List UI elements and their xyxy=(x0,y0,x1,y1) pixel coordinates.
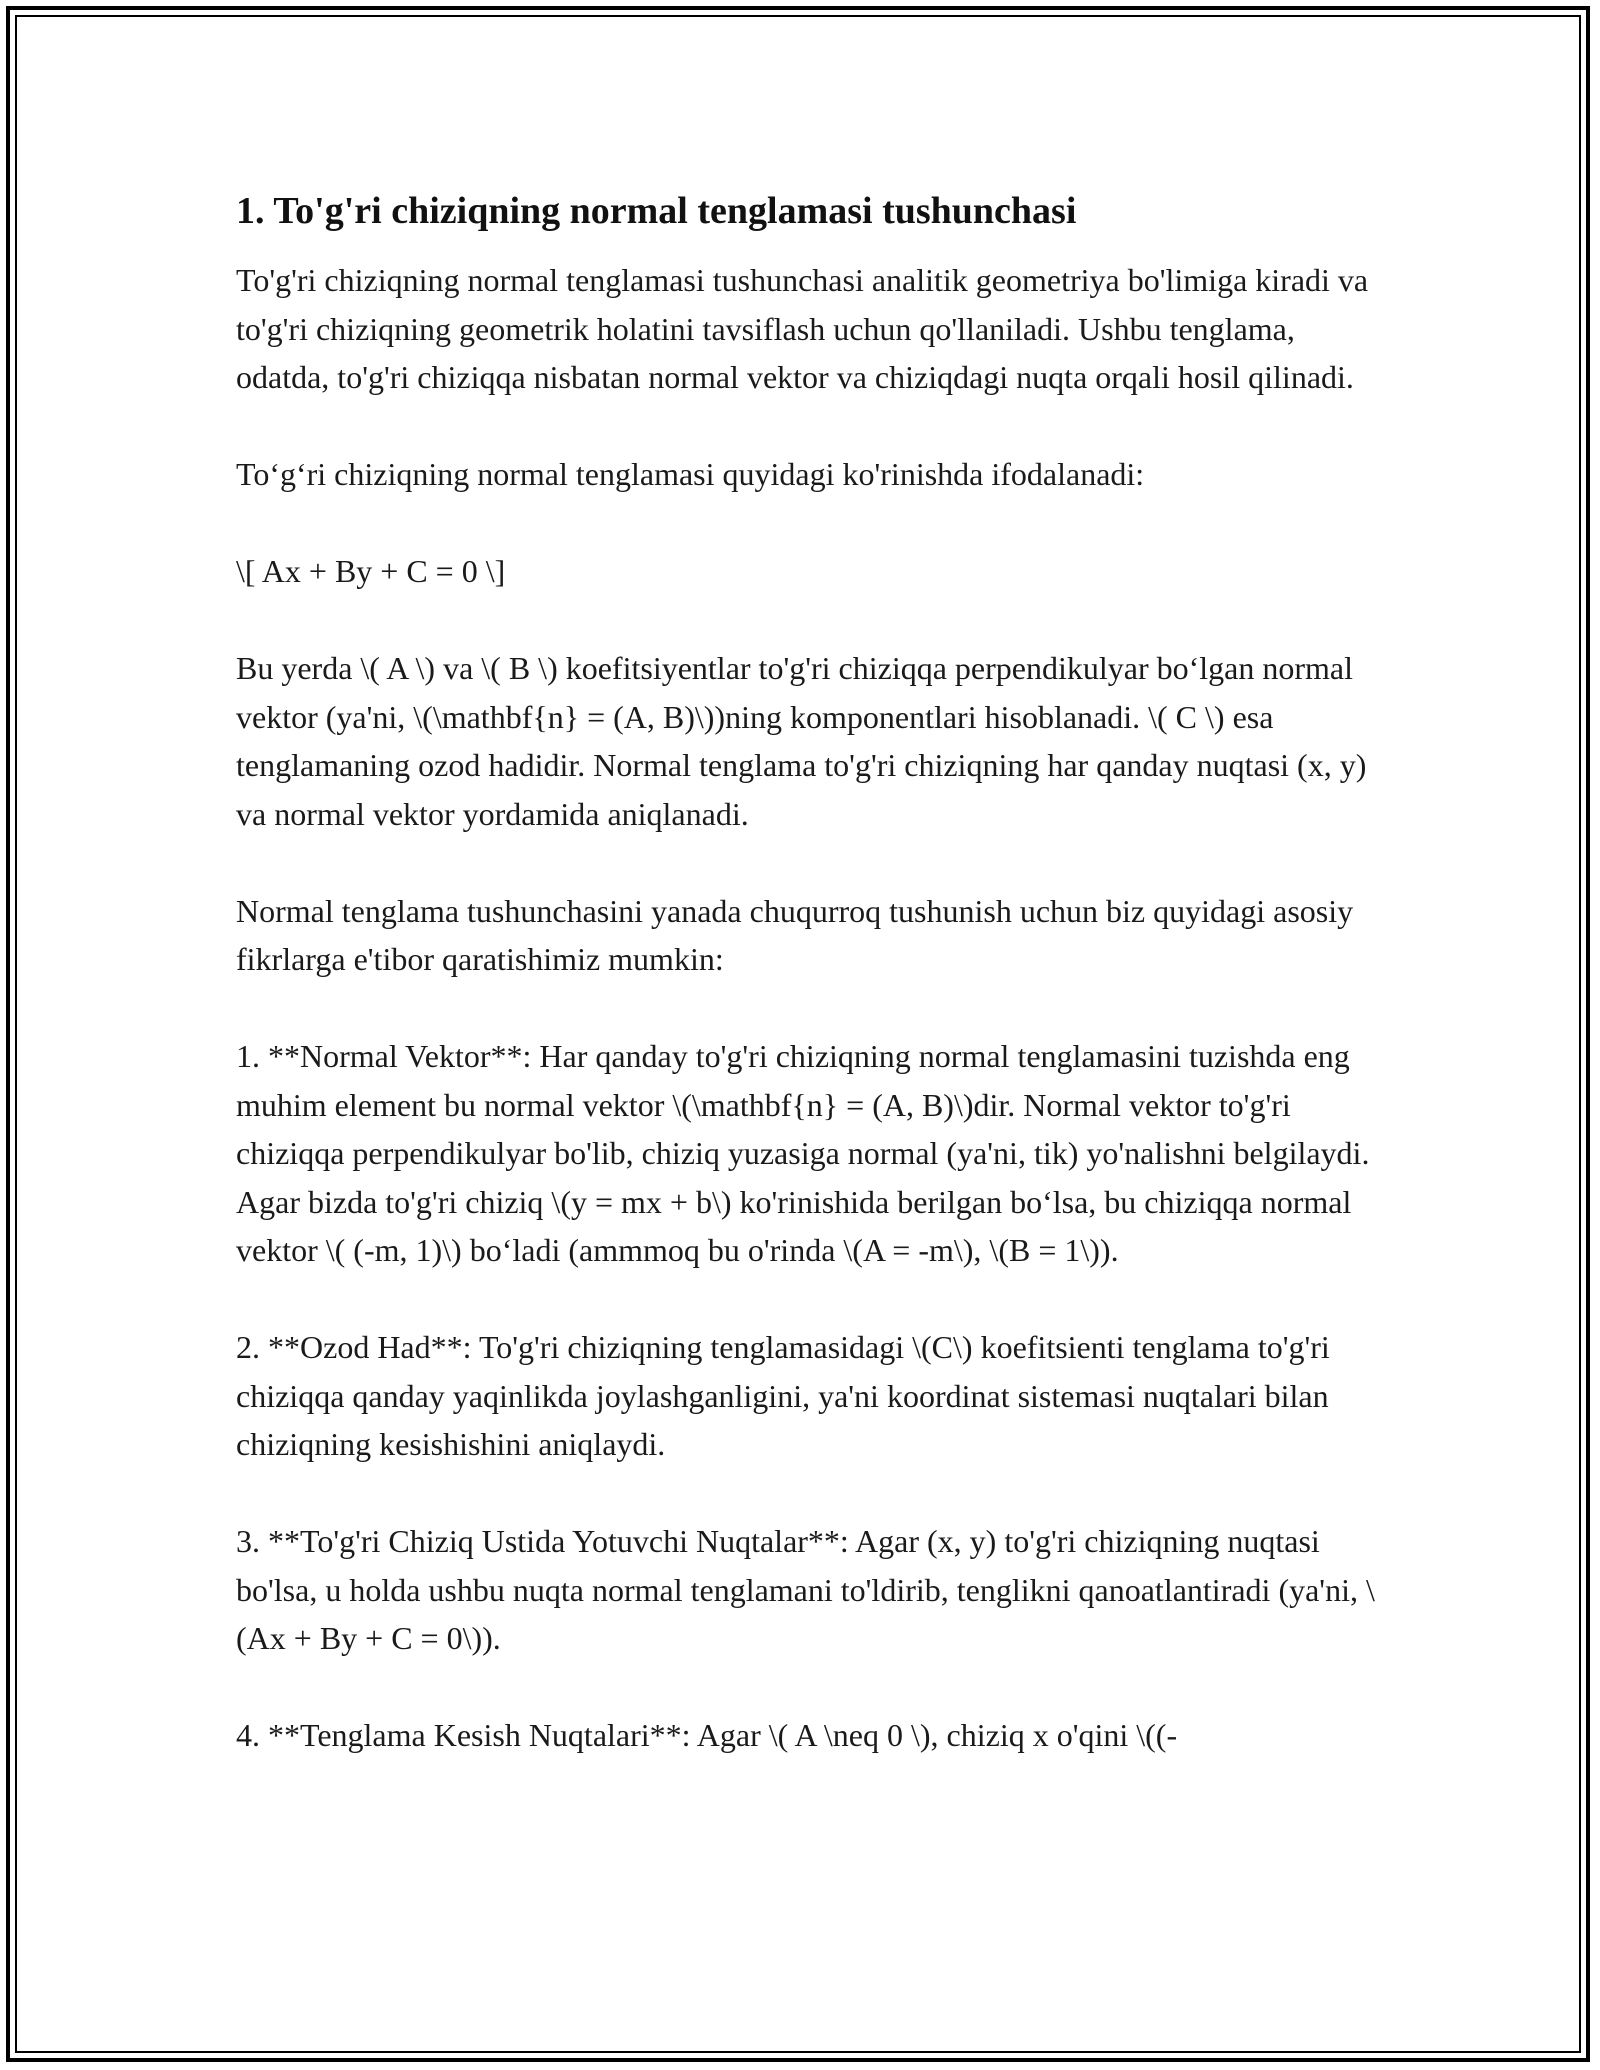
section-heading: 1. To'g'ri chiziqning normal tenglamasi tushunchasi xyxy=(236,190,1077,232)
list-item-points-on-line: 3. **To'g'ri Chiziq Ustida Yotuvchi Nuqtalar**: Agar (x, y) to'g'ri chiziqning nuqtasi bo'lsa, u holda ushbu nuqta normal tenglamani to'ldirib, tenglikni qanoatlantiradi (ya'ni, \(Ax + By + C = 0\)). xyxy=(236,1523,1375,1656)
key-points-intro-paragraph: Normal tenglama tushunchasini yanada chuqurroq tushunish uchun biz quyidagi asosiy fikrlarga e'tibor qaratishimiz mumkin: xyxy=(236,892,1354,977)
list-item-normal-vector: 1. **Normal Vektor**: Har qanday to'g'ri chiziqning normal tenglamasini tuzishda eng muhim element bu normal vektor \(\mathbf{n} = (A, B)\)dir. Normal vektor to'g'ri chiziqqa perpendikulyar bo'lib, chiziq yuzasiga normal (ya'ni, tik) yo'nalishni belgilaydi. Agar bizda to'g'ri chiziq \(y = mx + b\) ko'rinishida berilgan bo‘lsa, bu chiziqqa normal vektor \( (-m, 1)\) bo‘ladi (ammmoq bu o'rinda \(A = -m\), \(B = 1\)). xyxy=(236,1038,1370,1268)
intro-paragraph: To'g'ri chiziqning normal tenglamasi tushunchasi analitik geometriya bo'limiga kiradi va to'g'ri chiziqning geometrik holatini tavsiflash uchun qo'llaniladi. Ushbu tenglama, odatda, to'g'ri chiziqqa nisbatan normal vektor va chiziqdagi nuqta orqali hosil qilinadi. xyxy=(236,262,1369,395)
equation-intro-paragraph: To‘g‘ri chiziqning normal tenglamasi quyidagi ko'rinishda ifodalanadi: xyxy=(236,456,1145,492)
equation-line: \[ Ax + By + C = 0 \] xyxy=(236,553,506,589)
document-body xyxy=(236,186,1376,1808)
list-item-intersection-points: 4. **Tenglama Kesish Nuqtalari**: Agar \( A \neq 0 \), chiziq x o'qini \((- xyxy=(236,1717,1178,1753)
coefficients-paragraph: Bu yerda \( A \) va \( B \) koefitsiyentlar to'g'ri chiziqqa perpendikulyar bo‘lgan normal vektor (ya'ni, \(\mathbf{n} = (A, B)\))ning komponentlari hisoblanadi. \( C \) esa tenglamaning ozod hadidir. Normal tenglama to'g'ri chiziqning har qanday nuqtasi (x, y) va normal vektor yordamida aniqlanadi. xyxy=(236,650,1367,832)
list-item-free-term: 2. **Ozod Had**: To'g'ri chiziqning tenglamasidagi \(C\) koefitsienti tenglama to'g'ri chiziqqa qanday yaqinlikda joylashganligini, ya'ni koordinat sistemasi nuqtalari bilan chiziqning kesishishini aniqlaydi. xyxy=(236,1329,1330,1462)
